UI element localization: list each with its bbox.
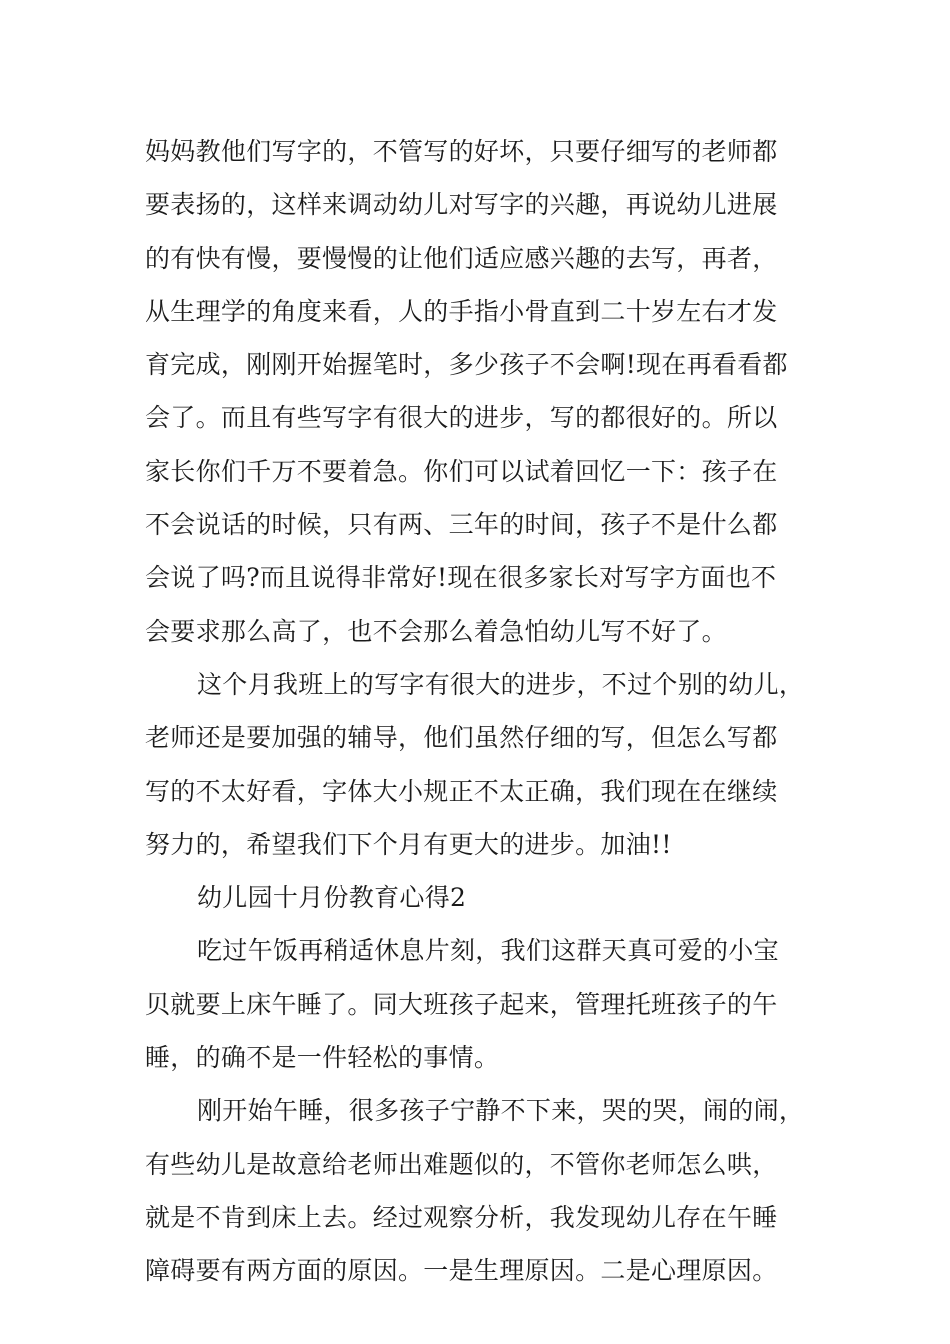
text-line: 贝就要上床午睡了。同大班孩子起来，管理托班孩子的午 [145, 989, 778, 1019]
text-line: 的有快有慢，要慢慢的让他们适应感兴趣的去写，再者， [145, 243, 778, 273]
text-line: 老师还是要加强的辅导，他们虽然仔细的写，但怎么写都 [145, 723, 778, 753]
text-line: 就是不肯到床上去。经过观察分析，我发现幼儿存在午睡 [145, 1202, 778, 1232]
text-line: 有些幼儿是故意给老师出难题似的，不管你老师怎么哄， [145, 1149, 778, 1179]
text-line: 家长你们千万不要着急。你们可以试着回忆一下：孩子在 [145, 456, 778, 486]
text-line: 会了。而且有些写字有很大的进步，写的都很好的。所以 [145, 403, 778, 433]
text-line: 障碍要有两方面的原因。一是生理原因。二是心理原因。 [145, 1256, 778, 1286]
paragraph-first-line: 这个月我班上的写字有很大的进步，不过个别的幼儿， [197, 669, 805, 699]
text-line: 会说了吗?而且说得非常好!现在很多家长对写字方面也不 [145, 563, 777, 593]
text-line: 要表扬的，这样来调动幼儿对写字的兴趣，再说幼儿进展 [145, 190, 778, 220]
text-line: 睡，的确不是一件轻松的事情。 [145, 1043, 500, 1073]
text-line: 努力的，希望我们下个月有更大的进步。加油!! [145, 829, 672, 859]
text-line: 从生理学的角度来看，人的手指小骨直到二十岁左右才发 [145, 296, 778, 326]
text-line: 写的不太好看，字体大小规正不太正确，我们现在在继续 [145, 776, 778, 806]
paragraph-first-line: 吃过午饭再稍适休息片刻，我们这群天真可爱的小宝 [197, 936, 779, 966]
paragraph-first-line: 刚开始午睡，很多孩子宁静不下来，哭的哭，闹的闹， [197, 1096, 805, 1126]
section-heading: 幼儿园十月份教育心得2 [197, 883, 467, 913]
text-line: 育完成，刚刚开始握笔时，多少孩子不会啊!现在再看看都 [145, 350, 788, 380]
text-line: 妈妈教他们写字的，不管写的好坏，只要仔细写的老师都 [145, 137, 778, 166]
text-line: 会要求那么高了，也不会那么着急怕幼儿写不好了。 [145, 616, 727, 646]
document-body [145, 125, 825, 1298]
text-line: 不会说话的时候，只有两、三年的时间，孩子不是什么都 [145, 510, 778, 540]
